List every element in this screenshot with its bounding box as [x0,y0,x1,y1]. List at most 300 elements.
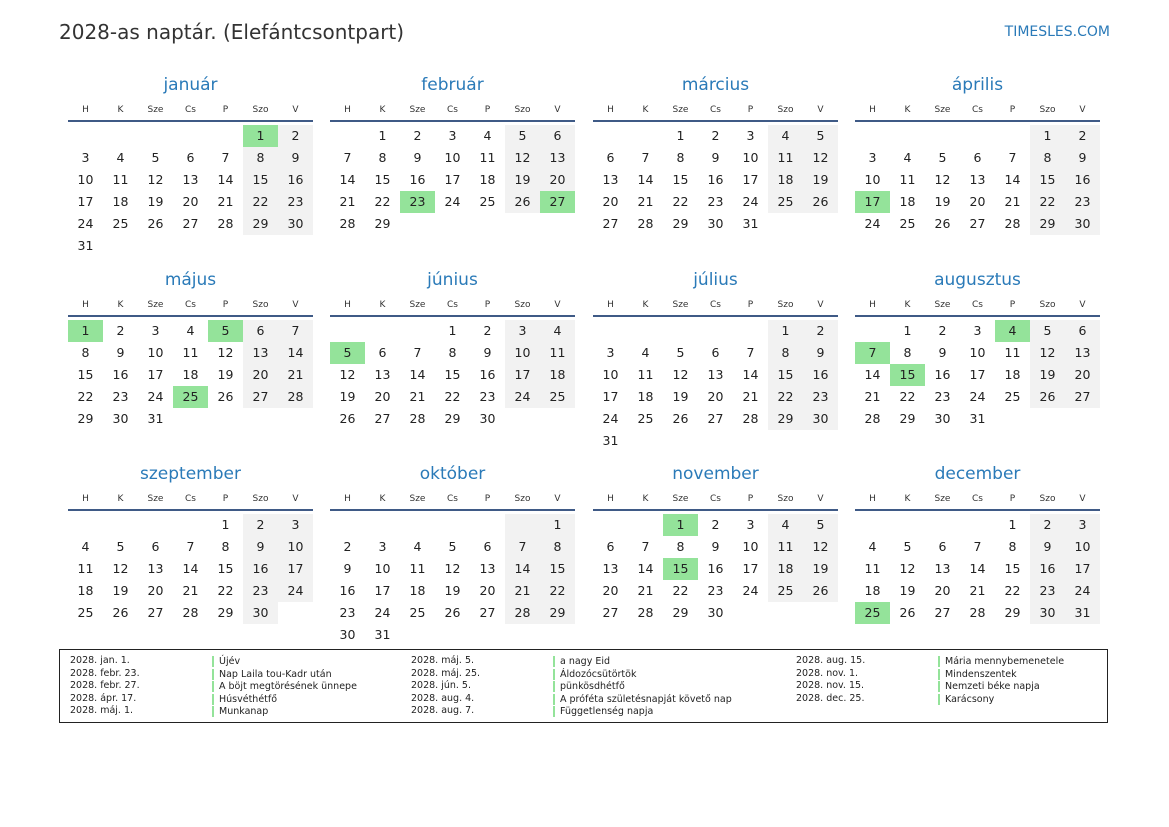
day-cell: 21 [278,364,313,386]
holiday-name: Nap Laila tou-Kadr után [212,669,332,680]
day-cell: 15 [890,364,925,386]
day-cell: 19 [899,583,916,598]
day-cell: 3 [448,128,457,143]
empty-cell [768,213,803,235]
empty-cell [1030,408,1065,430]
day-cell: 21 [409,389,426,404]
weekday-label: Szo [1039,300,1056,310]
day-cell: 22 [243,191,278,213]
weekday-label: V [817,300,824,310]
empty-cell [208,125,243,147]
month-block [593,269,838,452]
day-cell: 8 [448,345,457,360]
day-cell: 17 [855,191,890,213]
day-cell: 4 [413,539,422,554]
day-cell: 18 [182,367,199,382]
holiday-date: 2028. nov. 15. [796,680,865,692]
day-cell: 23 [278,191,313,213]
day-cell: 6 [186,150,195,165]
day-cell: 5 [151,150,160,165]
day-cell: 20 [147,583,164,598]
day-cell: 22 [444,389,461,404]
empty-cell [330,125,365,147]
weekday-label: V [1079,105,1086,115]
day-cell: 9 [1065,147,1100,169]
empty-cell [855,125,890,147]
empty-cell [803,602,838,624]
day-cell: 24 [602,411,619,426]
holiday-name: a nagy Eid [553,656,610,667]
day-cell: 4 [995,320,1030,342]
empty-cell [593,125,628,147]
day-cell: 21 [182,583,199,598]
day-cell: 28 [217,216,234,231]
empty-cell [803,213,838,235]
weekday-header [68,102,313,119]
empty-cell [925,125,960,147]
month-block [593,463,838,624]
day-cell: 17 [602,389,619,404]
day-cell: 10 [147,345,164,360]
empty-cell [138,235,173,257]
day-cell: 20 [182,194,199,209]
day-cell: 9 [483,345,492,360]
day-cell: 13 [243,342,278,364]
day-cell: 3 [151,323,160,338]
day-cell: 15 [540,558,575,580]
day-cell: 7 [1008,150,1017,165]
day-cell: 31 [147,411,164,426]
day-cell: 29 [899,411,916,426]
day-cell: 10 [602,367,619,382]
day-cell: 25 [899,216,916,231]
holiday-name: A böjt megtörésének ünnepe [212,681,357,692]
holiday-legend [59,649,1108,723]
day-cell: 4 [116,150,125,165]
day-cell: 25 [112,216,129,231]
weekday-label: K [904,105,911,115]
day-cell: 9 [343,561,352,576]
day-cell: 11 [77,561,94,576]
weekday-label: V [1079,494,1086,504]
holiday-date: 2028. febr. 23. [70,667,140,679]
day-cell: 23 [339,605,356,620]
weekday-label: Sze [409,300,426,310]
empty-cell [103,235,138,257]
header-rule [593,120,838,122]
day-cell: 6 [483,539,492,554]
day-cell: 29 [374,216,391,231]
day-cell: 17 [278,558,313,580]
day-cell: 31 [1065,602,1100,624]
day-cell: 9 [803,342,838,364]
day-cell: 28 [637,216,654,231]
empty-cell [628,430,663,452]
day-cell: 8 [768,342,803,364]
day-cell: 12 [112,561,129,576]
day-cell: 19 [672,389,689,404]
day-cell: 5 [505,125,540,147]
day-cell: 8 [221,539,230,554]
weekday-label: Sze [934,494,951,504]
day-cell: 23 [707,194,724,209]
weekday-label: Sze [147,300,164,310]
weekday-label: K [904,494,911,504]
header-rule [593,315,838,317]
day-cell: 28 [1004,216,1021,231]
weekday-label: Szo [777,300,794,310]
day-cell: 13 [934,561,951,576]
weekday-label: Sze [672,300,689,310]
day-cell: 17 [1065,558,1100,580]
month-name: június [427,270,478,290]
month-name: október [419,464,486,484]
day-cell: 8 [676,150,685,165]
day-cell: 29 [243,213,278,235]
weekday-label: Szo [777,105,794,115]
empty-cell [243,235,278,257]
holiday-date: 2028. nov. 1. [796,667,859,679]
weekday-label: Cs [447,300,458,310]
empty-cell [960,125,995,147]
day-cell: 14 [505,558,540,580]
day-cell: 18 [768,558,803,580]
month-name: november [672,464,759,484]
day-cell: 2 [711,128,720,143]
weekday-label: H [344,105,351,115]
empty-cell [173,125,208,147]
day-cell: 17 [505,364,540,386]
day-cell: 28 [637,605,654,620]
day-cell: 2 [116,323,125,338]
day-grid [68,514,313,624]
weekday-label: K [379,300,386,310]
day-cell: 9 [278,147,313,169]
day-cell: 18 [409,583,426,598]
month-block [593,74,838,235]
weekday-header [593,297,838,314]
day-cell: 28 [505,602,540,624]
day-cell: 12 [1030,342,1065,364]
holiday-date: 2028. ápr. 17. [70,692,137,704]
day-cell: 20 [479,583,496,598]
weekday-label: Cs [185,494,196,504]
day-cell: 6 [243,320,278,342]
day-cell: 30 [803,408,838,430]
month-name: szeptember [140,464,241,484]
day-cell: 11 [182,345,199,360]
weekday-label: Cs [972,494,983,504]
header-rule [330,120,575,122]
empty-cell [890,514,925,536]
empty-cell [208,235,243,257]
empty-cell [400,624,435,646]
day-cell: 15 [444,367,461,382]
header-rule [593,509,838,511]
empty-cell [435,213,470,235]
empty-cell [173,235,208,257]
day-cell: 28 [339,216,356,231]
month-block [855,463,1100,624]
day-cell: 26 [672,411,689,426]
empty-cell [435,624,470,646]
weekday-label: Cs [185,300,196,310]
day-cell: 25 [479,194,496,209]
empty-cell [278,408,313,430]
empty-cell [400,320,435,342]
month-block [330,74,575,235]
weekday-label: Cs [710,105,721,115]
day-cell: 25 [77,605,94,620]
day-cell: 20 [540,169,575,191]
site-link[interactable]: TIMESLES.COM [1004,24,1110,40]
day-cell: 6 [711,345,720,360]
weekday-header [593,102,838,119]
weekday-label: V [1079,300,1086,310]
day-cell: 22 [217,583,234,598]
day-cell: 24 [969,389,986,404]
weekday-label: Cs [185,105,196,115]
day-cell: 8 [540,536,575,558]
empty-cell [628,125,663,147]
day-cell: 14 [637,561,654,576]
empty-cell [698,320,733,342]
day-cell: 10 [1065,536,1100,558]
empty-cell [103,514,138,536]
day-cell: 25 [409,605,426,620]
day-cell: 22 [374,194,391,209]
day-cell: 1 [221,517,230,532]
day-cell: 15 [1004,561,1021,576]
weekday-label: Sze [934,105,951,115]
day-cell: 23 [112,389,129,404]
day-cell: 15 [1030,169,1065,191]
day-cell: 25 [1004,389,1021,404]
empty-cell [768,602,803,624]
day-cell: 28 [182,605,199,620]
day-cell: 30 [278,213,313,235]
weekday-header [855,102,1100,119]
day-cell: 2 [803,320,838,342]
day-cell: 12 [672,367,689,382]
empty-cell [855,320,890,342]
weekday-header [68,491,313,508]
day-grid [330,125,575,235]
holiday-date: 2028. febr. 27. [70,680,140,692]
day-cell: 16 [707,172,724,187]
day-cell: 2 [938,323,947,338]
day-cell: 11 [540,342,575,364]
day-cell: 5 [803,514,838,536]
header-rule [855,315,1100,317]
day-cell: 10 [969,345,986,360]
day-cell: 1 [1008,517,1017,532]
weekday-label: H [344,300,351,310]
day-cell: 19 [112,583,129,598]
day-cell: 9 [413,150,422,165]
day-cell: 24 [742,583,759,598]
holiday-name: Függetlenség napja [553,706,653,717]
day-cell: 20 [969,194,986,209]
day-cell: 25 [768,580,803,602]
day-cell: 20 [707,389,724,404]
empty-cell [68,125,103,147]
day-cell: 21 [505,580,540,602]
day-cell: 14 [182,561,199,576]
empty-cell [540,213,575,235]
day-cell: 13 [182,172,199,187]
weekday-label: P [484,494,491,504]
weekday-header [330,491,575,508]
day-cell: 22 [768,386,803,408]
day-grid [593,514,838,624]
day-cell: 1 [68,320,103,342]
day-cell: 6 [151,539,160,554]
day-cell: 6 [973,150,982,165]
weekday-label: V [292,494,299,504]
day-cell: 27 [479,605,496,620]
weekday-label: Szo [252,300,269,310]
holiday-name: Áldozócsütörtök [553,669,636,680]
day-cell: 4 [540,320,575,342]
weekday-label: P [1009,494,1016,504]
day-cell: 9 [711,150,720,165]
day-cell: 15 [672,172,689,187]
day-cell: 20 [602,583,619,598]
day-cell: 19 [339,389,356,404]
day-cell: 28 [278,386,313,408]
day-cell: 16 [707,561,724,576]
empty-cell [173,408,208,430]
day-cell: 2 [711,517,720,532]
weekday-label: Cs [710,300,721,310]
day-cell: 21 [637,194,654,209]
empty-cell [400,514,435,536]
weekday-label: Sze [672,494,689,504]
day-cell: 26 [803,580,838,602]
weekday-label: P [747,494,754,504]
holiday-date: 2028. jan. 1. [70,655,130,666]
day-cell: 5 [676,345,685,360]
day-cell: 23 [1065,191,1100,213]
day-cell: 14 [637,172,654,187]
empty-cell [698,430,733,452]
empty-cell [470,213,505,235]
day-cell: 26 [444,605,461,620]
day-cell: 7 [855,342,890,364]
day-cell: 17 [742,561,759,576]
empty-cell [925,514,960,536]
day-cell: 19 [934,194,951,209]
day-cell: 16 [243,558,278,580]
day-cell: 1 [243,125,278,147]
empty-cell [540,624,575,646]
empty-cell [628,320,663,342]
weekday-header [855,491,1100,508]
day-cell: 17 [742,172,759,187]
empty-cell [733,602,768,624]
month-block [68,269,313,430]
day-cell: 27 [147,605,164,620]
holiday-name: Karácsony [938,694,994,705]
day-cell: 25 [768,191,803,213]
day-cell: 2 [1030,514,1065,536]
weekday-label: Szo [777,494,794,504]
month-block [855,269,1100,430]
holiday-name: Húsvéthétfő [212,694,277,705]
day-cell: 13 [602,561,619,576]
day-cell: 13 [374,367,391,382]
day-cell: 8 [676,539,685,554]
day-cell: 1 [676,128,685,143]
day-cell: 30 [934,411,951,426]
day-cell: 7 [221,150,230,165]
day-cell: 29 [672,216,689,231]
day-cell: 31 [742,216,759,231]
empty-cell [208,408,243,430]
day-cell: 9 [243,536,278,558]
day-cell: 16 [409,172,426,187]
day-cell: 16 [934,367,951,382]
weekday-header [593,491,838,508]
day-cell: 6 [606,150,615,165]
day-cell: 3 [868,150,877,165]
day-cell: 30 [1030,602,1065,624]
holiday-name: pünkösdhétfő [553,681,625,692]
day-cell: 14 [969,561,986,576]
day-grid [68,320,313,430]
day-cell: 1 [378,128,387,143]
day-cell: 25 [855,602,890,624]
day-cell: 3 [606,345,615,360]
day-cell: 30 [1065,213,1100,235]
day-cell: 14 [742,367,759,382]
day-cell: 6 [938,539,947,554]
day-cell: 6 [378,345,387,360]
day-cell: 17 [444,172,461,187]
day-cell: 4 [641,345,650,360]
weekday-header [855,297,1100,314]
day-cell: 3 [973,323,982,338]
weekday-label: Cs [972,300,983,310]
holiday-date: 2028. máj. 25. [411,667,481,679]
day-cell: 19 [444,583,461,598]
weekday-label: P [484,300,491,310]
day-cell: 22 [77,389,94,404]
day-cell: 5 [116,539,125,554]
day-cell: 24 [864,216,881,231]
day-cell: 29 [540,602,575,624]
day-cell: 13 [969,172,986,187]
day-cell: 12 [803,147,838,169]
day-cell: 7 [278,320,313,342]
weekday-label: H [82,494,89,504]
empty-cell [593,514,628,536]
day-cell: 3 [746,128,755,143]
weekday-label: K [642,300,649,310]
day-cell: 27 [243,386,278,408]
day-cell: 21 [339,194,356,209]
month-name: augusztus [934,270,1021,290]
day-cell: 13 [602,172,619,187]
day-cell: 27 [182,216,199,231]
day-cell: 17 [374,583,391,598]
day-grid [593,320,838,452]
day-cell: 18 [864,583,881,598]
holiday-date: 2028. jún. 5. [411,680,472,692]
day-cell: 4 [186,323,195,338]
day-cell: 16 [278,169,313,191]
